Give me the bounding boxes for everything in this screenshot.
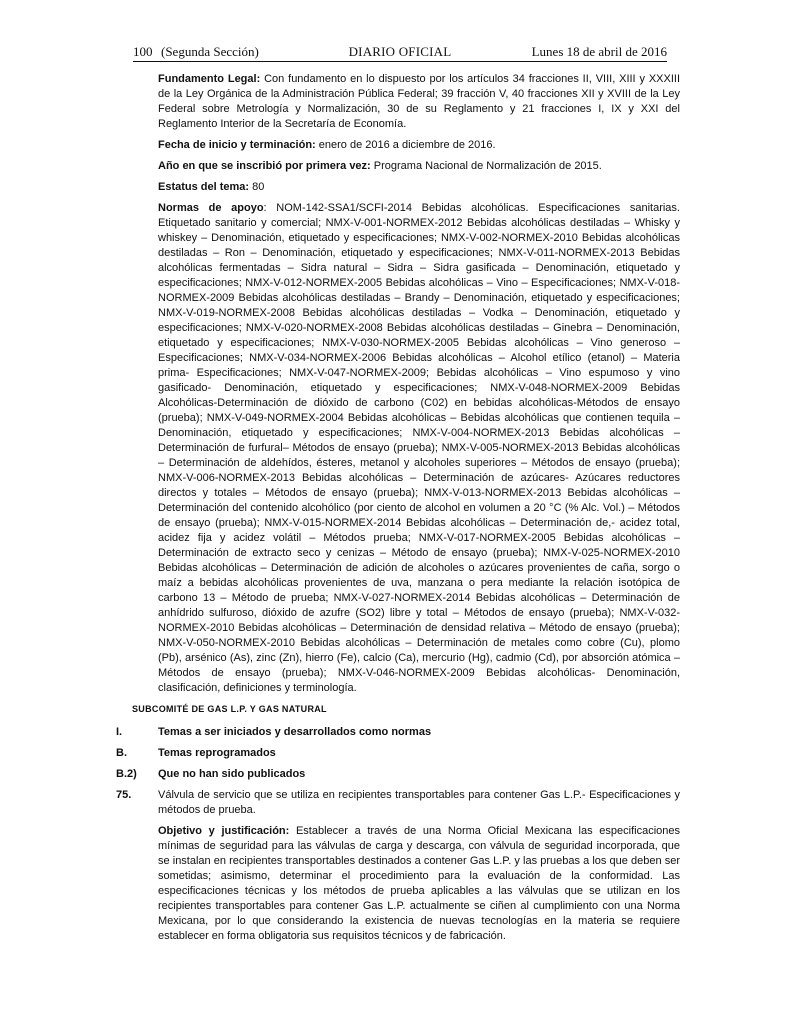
- list-item: [116, 767, 680, 782]
- objetivo-text: Establecer a través de una Norma Oficial Mexicana las especificaciones mínimas de seguridad para las válvulas de carga y descarga, con válvula de seguridad incorporada, que se instalan en recipientes transportables destinados a contener Gas L.P. y las pruebas a los que deben ser sometidas; asimismo, determinar el procedimiento para la evaluación de la conformidad. Las especificaciones técnicas y los métodos de prueba aplicables a las válvulas que se utilizan en los recipientes transportables para contener Gas L.P. actualmente se ciñen al cumplimiento con una Norma Mexicana, por lo que considerando la existencia de nuevas tecnologías en la materia se requiere establecer en forma obligatoria sus requisitos técnicos y de fabricación.: [158, 825, 680, 942]
- objetivo-paragraph: [158, 824, 680, 944]
- item-text: Temas a ser iniciados y desarrollados como normas: [158, 726, 432, 738]
- fecha-text: enero de 2016 a diciembre de 2016.: [315, 139, 496, 151]
- normas-label: Normas de apoyo: [158, 202, 264, 214]
- anio-paragraph: [158, 159, 680, 174]
- item-text: Válvula de servicio que se utiliza en recipientes transportables para contener Gas L.P.- Especificaciones y métodos de prueba.: [158, 789, 680, 816]
- estatus-paragraph: [158, 180, 680, 195]
- item-number: B.: [116, 747, 127, 759]
- fecha-paragraph: [158, 138, 680, 153]
- page-header: [133, 44, 667, 60]
- estatus-text: 80: [249, 181, 265, 193]
- normas-paragraph: [158, 201, 680, 696]
- fundamento-label: Fundamento Legal:: [158, 73, 261, 85]
- page-number: 100: [133, 44, 153, 59]
- section-label: (Segunda Sección): [161, 44, 259, 59]
- objetivo-label: Objetivo y justificación:: [158, 825, 290, 837]
- fundamento-paragraph: [158, 72, 680, 132]
- item-text: Que no han sido publicados: [158, 768, 306, 780]
- fundamento-text: Con fundamento en lo dispuesto por los artículos 34 fracciones II, VIII, XIII y XXXIII de la Ley Orgánica de la Administración Pública Federal; 39 fracción V, 40 fracciones XII y XVIII de la Ley Federal sobre Metrología y Normalización, 30 de su Reglamento y 21 fracciones I, IX y XXI del Reglamento Interior de la Secretaría de Economía.: [158, 73, 680, 130]
- list-item: [116, 746, 680, 761]
- normas-text: : NOM-142-SSA1/SCFI-2014 Bebidas alcohólicas. Especificaciones sanitarias. Etiquetado sanitario y comercial; NMX-V-001-NORMEX-2012 Bebidas alcohólicas destiladas – Whisky y whiskey – Denominación, etiquetado y especificaciones; NMX-V-002-NORMEX-2010 Bebidas alcohólicas destiladas – Ron – Denominación, etiquetado y especificaciones; NMX-V-011-NORMEX-2013 Bebidas alcohólicas fermentadas – Sidra natural – Sidra – Sidra gasificada – Denominación, etiquetado y especificaciones; NMX-V-012-NORMEX-2005 Bebidas alcohólicas – Vino – Especificaciones; NMX-V-018-NORMEX-2009 Bebidas alcohólicas destiladas – Brandy – Denominación, etiquetado y especificaciones; NMX-V-019-NORMEX-2008 Bebidas alcohólicas destiladas – Vodka – Denominación, etiquetado y especificaciones; NMX-V-020-NORMEX-2008 Bebidas alcohólicas destiladas – Ginebra – Denominación, etiquetado y especificaciones; NMX-V-030-NORMEX-2005 Bebidas alcohólicas – Vino generoso – Especificaciones; NMX-V-034-NORMEX-2006 Bebidas alcohólicas – Alcohol etílico (etanol) – Materia prima- Especificaciones; NMX-V-047-NORMEX-2009; Bebidas alcohólicas – Vino espumoso y vino gasificado- Denominación, etiquetado y especificaciones; NMX-V-048-NORMEX-2009 Bebidas Alcohólicas-Determinación de dióxido de carbono (C02) en bebidas alcohólicas-Métodos de ensayo (prueba); NMX-V-049-NORMEX-2004 Bebidas alcohólicas – Bebidas alcohólicas que contienen tequila – Denominación, etiquetado y especificaciones; NMX-V-004-NORMEX-2013 Bebidas alcohólicas – Determinación de furfural– Métodos de ensayo (prueba); NMX-V-005-NORMEX-2013 Bebidas alcohólicas – Determinación de aldehídos, ésteres, metanol y alcoholes superiores – Métodos de ensayo (prueba); NMX-V-006-NORMEX-2013 Bebidas alcohólicas – Determinación de azúcares- Azúcares reductores directos y totales – Métodos de ensayo (prueba); NMX-V-013-NORMEX-2013 Bebidas alcohólicas – Determinación del contenido alcohólico (por ciento de alcohol en volumen a 20 °C (% Alc. Vol.) – Métodos de ensayo (prueba); NMX-V-015-NORMEX-2014 Bebidas alcohólicas – Determinación de,- acidez total, acidez fija y acidez volátil – Métodos prueba; NMX-V-017-NORMEX-2005 Bebidas alcohólicas – Determinación de extracto seco y cenizas – Método de ensayo (prueba); NMX-V-025-NORMEX-2010 Bebidas alcohólicas – Determinación de adición de alcoholes o azúcares provenientes de caña, sorgo o maíz a bebidas alcohólicas provenientes de uva, manzana o pera mediante la relación isotópica de carbono 13 – Método de prueba; NMX-V-027-NORMEX-2014 Bebidas alcohólicas – Determinación de anhídrido sulfuroso, dióxido de azufre (SO2) libre y total – Métodos de ensayo (prueba); NMX-V-032-NORMEX-2010 Bebidas alcohólicas – Determinación de densidad relativa – Método de ensayo (prueba); NMX-V-050-NORMEX-2010 Bebidas alcohólicas – Determinación de metales como cobre (Cu), plomo (Pb), arsénico (As), zinc (Zn), hierro (Fe), calcio (Ca), mercurio (Hg), cadmio (Cd), por absorción atómica – Métodos de ensayo (prueba); NMX-V-046-NORMEX-2009 Bebidas alcohólicas- Denominación, clasificación, definiciones y terminología.: [158, 202, 680, 694]
- item-number: I.: [116, 726, 123, 738]
- list-item: [116, 788, 680, 818]
- subcommittee-heading: SUBCOMITÉ DE GAS L.P. Y GAS NATURAL: [132, 704, 327, 714]
- anio-label: Año en que se inscribió por primera vez:: [158, 160, 371, 172]
- estatus-label: Estatus del tema:: [158, 181, 250, 193]
- item-number: 75.: [116, 789, 132, 801]
- item-number: B.2): [116, 768, 137, 780]
- item-text: Temas reprogramados: [158, 747, 276, 759]
- anio-text: Programa Nacional de Normalización de 2015.: [370, 160, 602, 172]
- page-body: [116, 72, 680, 950]
- list-item: [116, 725, 680, 740]
- header-rule: [133, 61, 667, 62]
- fecha-label: Fecha de inicio y terminación:: [158, 139, 316, 151]
- newspaper-title: DIARIO OFICIAL: [348, 44, 452, 59]
- issue-date: Lunes 18 de abril de 2016: [531, 44, 667, 59]
